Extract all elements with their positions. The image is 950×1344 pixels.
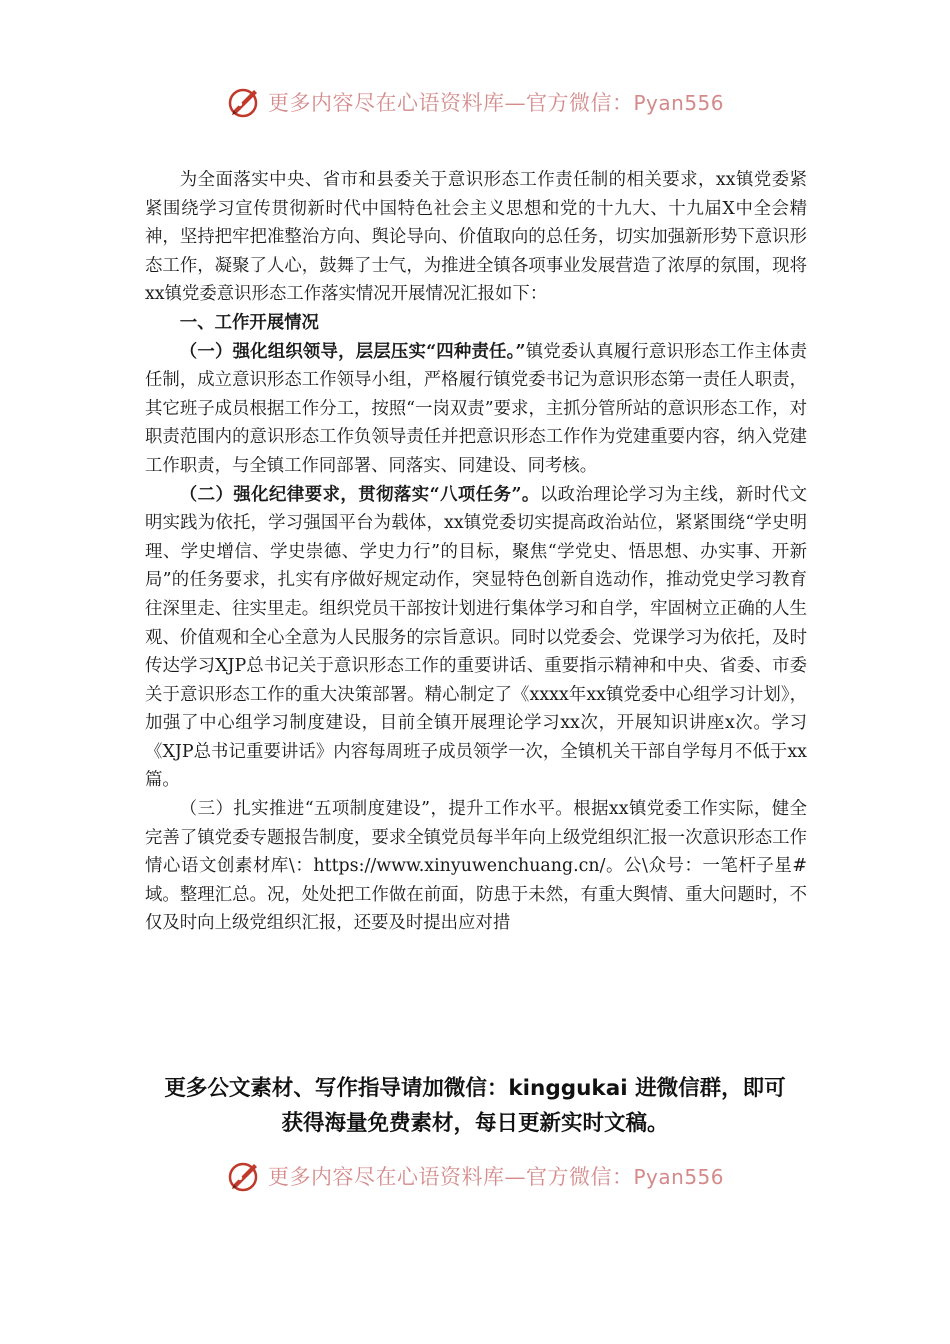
intro-paragraph: 为全面落实中央、省市和县委关于意识形态工作责任制的相关要求，xx镇党委紧紧围绕学习宣传贯彻新时代中国特色社会主义思想和党的十九大、十九届X中全会精神，坚持把牢把准整治方向、舆论导向、价值取向的总任务，切实加强新形势下意识形态工作，凝聚了人心，鼓舞了士气，为推进全镇各项事业发展营造了浓厚的氛围，现将xx镇党委意识形态工作落实情况开展情况汇报如下： — [145, 170, 807, 305]
footer-watermark-banner — [0, 1154, 950, 1198]
promo-line-2: 获得海量免费素材，每日更新实时文稿。 — [281, 1111, 669, 1136]
item-1-paragraph — [145, 338, 807, 481]
banner-label: 更多内容尽在心语资料库—官方微信： — [267, 91, 634, 115]
item-2-paragraph — [145, 481, 807, 796]
header-watermark-banner — [0, 80, 950, 124]
item-3-paragraph: （三）扎实推进“五项制度建设”，提升工作水平。根据xx镇党委工作实际，健全完善了镇党委专题报告制度，要求全镇党员每半年向上级党组织汇报一次意识形态工作情心语文创素材库\：https://www.xinyuwenchuang.cn/。公\众号：一笔杆子星#域。整理汇总。况，处处把工作做在前面，防患于未然，有重大舆情、重大问题时，不仅及时向上级党组织汇报，还要及时提出应对措 — [145, 799, 807, 934]
promo-notice — [120, 1071, 830, 1141]
banner-contact: Pyan556 — [633, 1165, 724, 1189]
promo-line-1: 更多公文素材、写作指导请加微信：kinggukai 进微信群，即可 — [164, 1076, 786, 1101]
banner-contact: Pyan556 — [633, 91, 724, 115]
item-2-body: 以政治理论学习为主线，新时代文明实践为依托，学习强国平台为载体，xx镇党委切实提高政治站位，紧紧围绕“学史明理、学史增信、学史崇德、学史力行”的目标，聚焦“学党史、悟思想、办实事、开新局”的任务要求，扎实有序做好规定动作，突显特色创新自选动作，推动党史学习教育往深里走、往实里走。组织党员干部按计划进行集体学习和自学，牢固树立正确的人生观、价值观和全心全意为人民服务的宗旨意识。同时以党委会、党课学习为依托，及时传达学习XJP总书记关于意识形态工作的重要讲话、重要指示精神和中央、省委、市委关于意识形态工作的重大决策部署。精心制定了《xxxx年xx镇党委中心组学习计划》，加强了中心组学习制度建设，目前全镇开展理论学习xx次，开展知识讲座x次。学习《XJP总书记重要讲话》内容每周班子成员领学一次，全镇机关干部自学每月不低于xx篇。 — [145, 484, 807, 791]
banner-text — [268, 1161, 724, 1191]
pen-logo-icon — [226, 84, 262, 120]
pen-logo-icon — [226, 1158, 262, 1194]
document-body — [145, 166, 807, 938]
item-1-lead: （一）强化组织领导，层层压实“四种责任。” — [179, 341, 526, 362]
banner-label: 更多内容尽在心语资料库—官方微信： — [267, 1165, 634, 1189]
section-heading: 一、工作开展情况 — [179, 312, 319, 333]
item-2-lead: （二）强化纪律要求，贯彻落实“八项任务”。 — [179, 484, 540, 505]
item-1-body: 镇党委认真履行意识形态工作主体责任制，成立意识形态工作领导小组，严格履行镇党委书记为意识形态第一责任人职责，其它班子成员根据工作分工，按照“一岗双责”要求，主抓分管所站的意识形态工作，对职责范围内的意识形态工作负领导责任并把意识形态工作作为党建重要内容，纳入党建工作职责，与全镇工作同部署、同落实、同建设、同考核。 — [145, 341, 807, 476]
banner-text — [268, 87, 724, 117]
